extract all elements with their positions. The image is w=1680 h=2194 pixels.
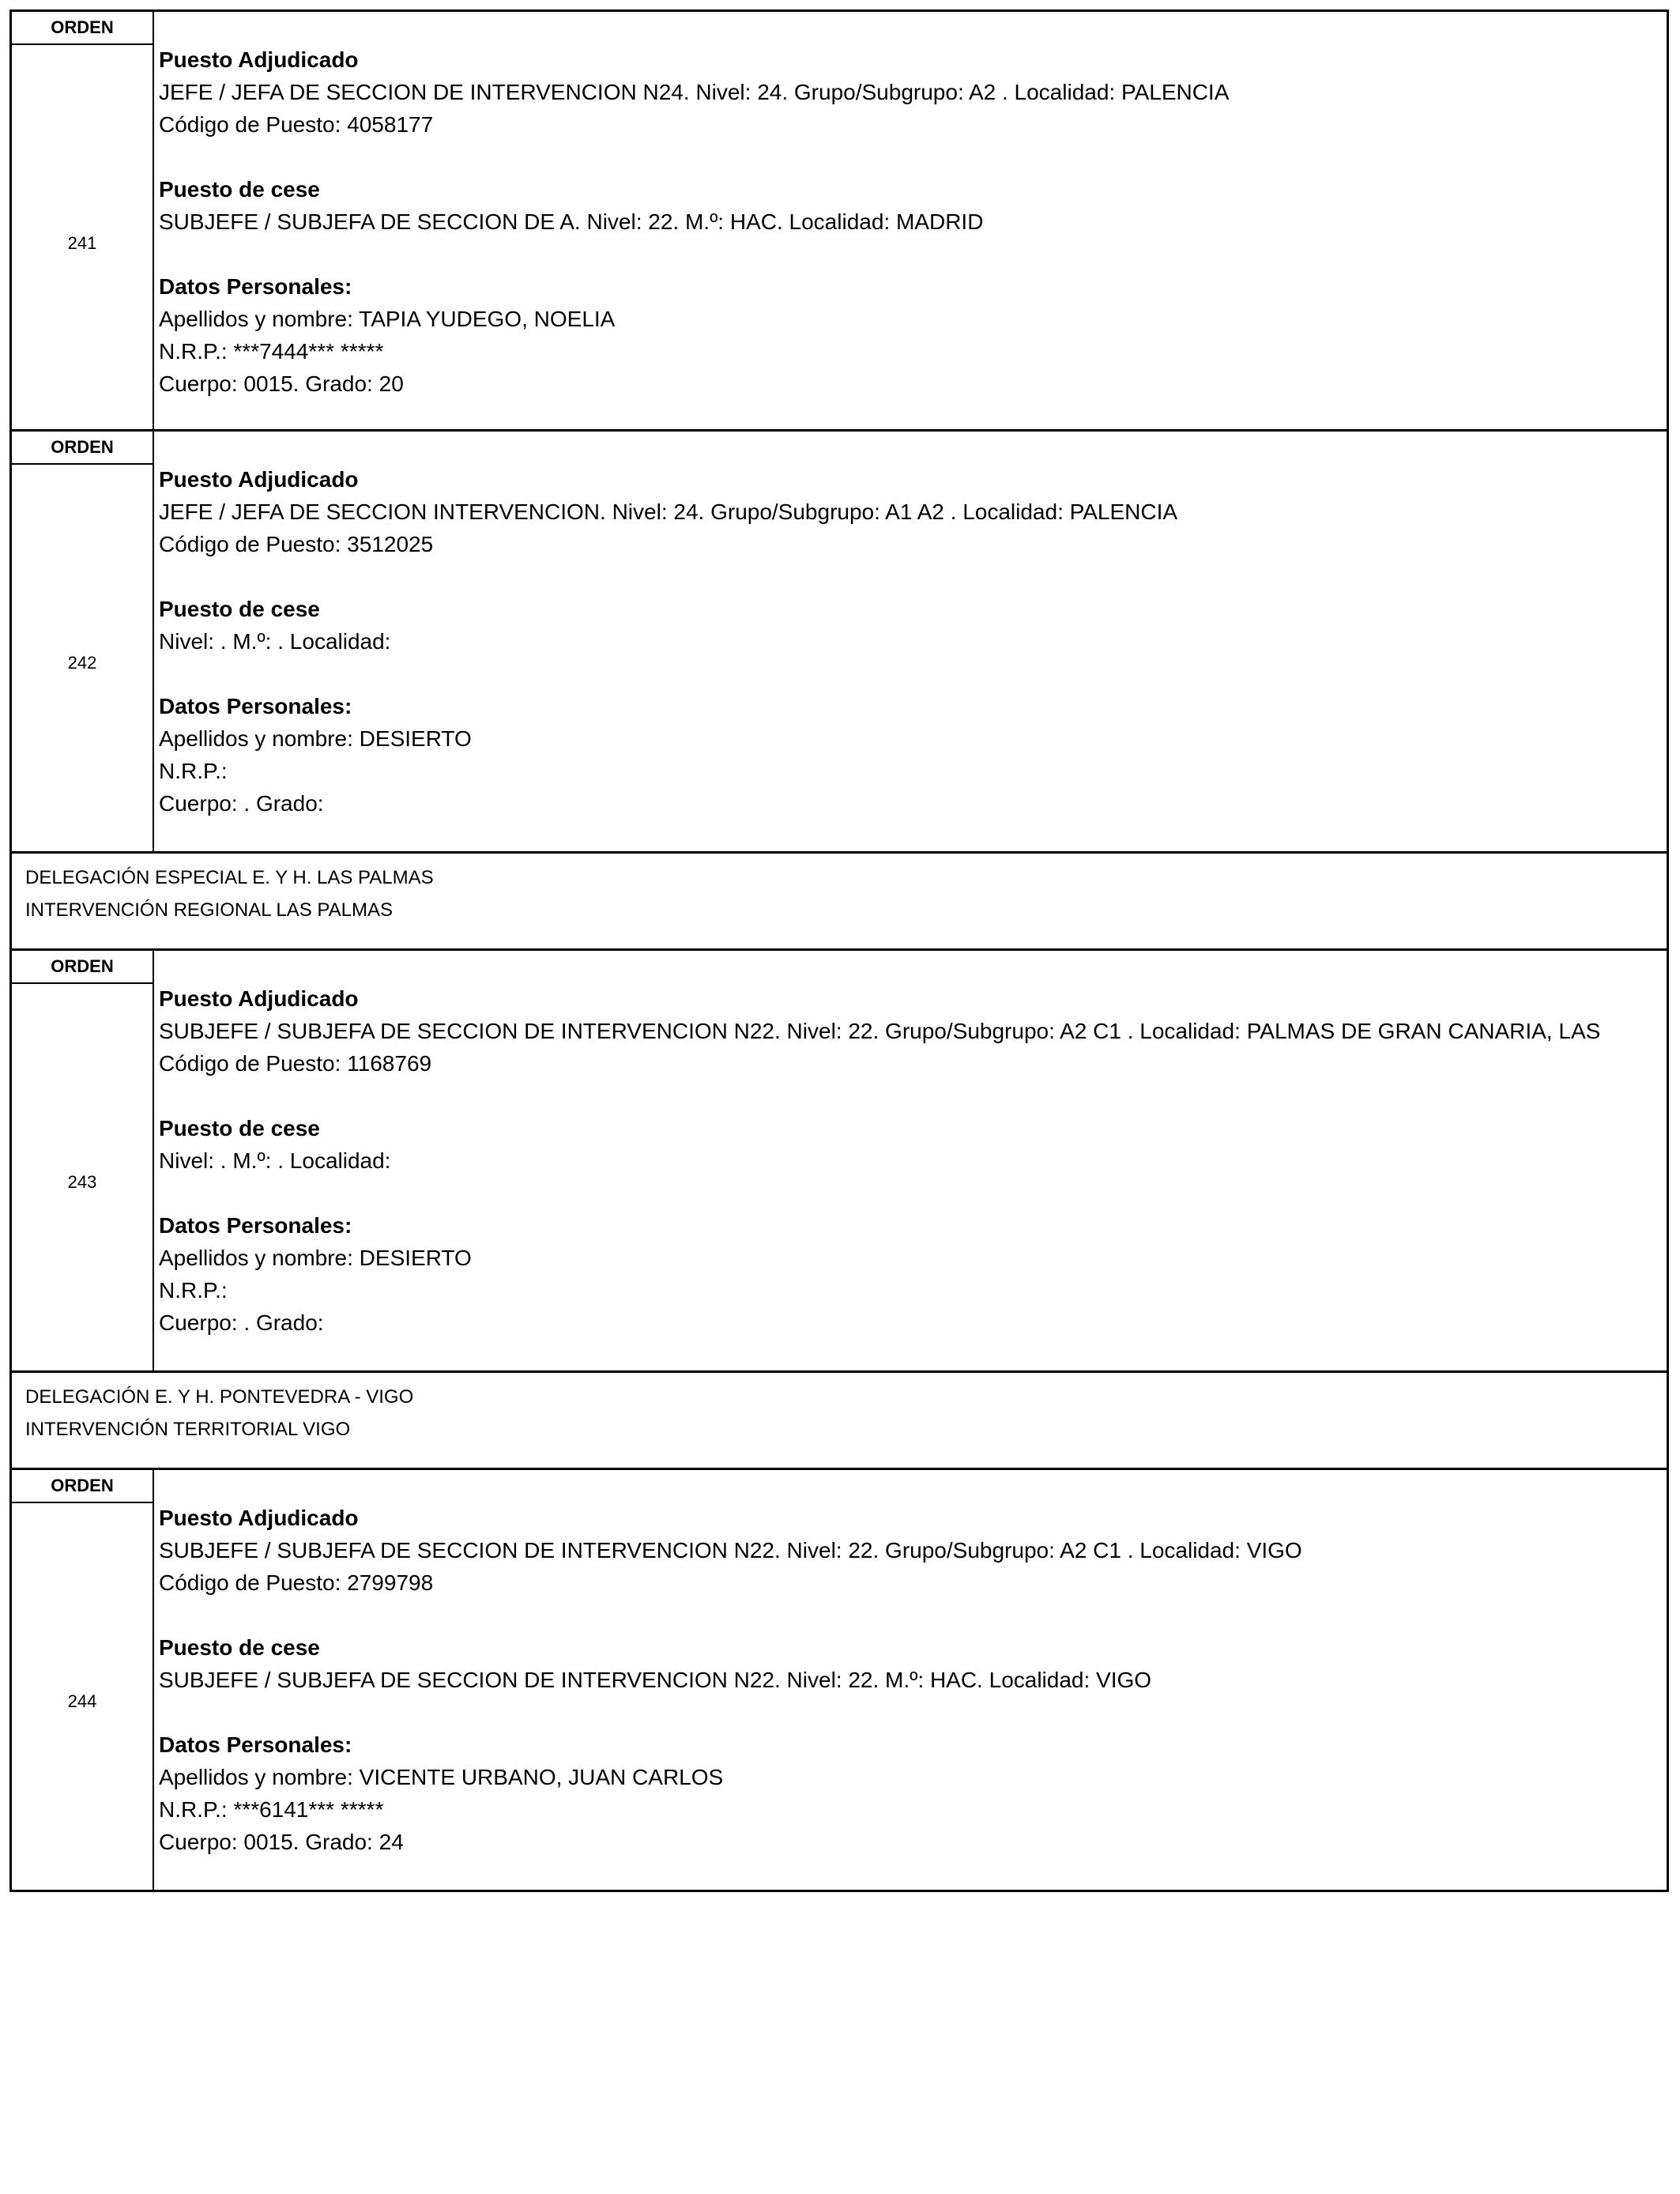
cuerpo: Cuerpo: . Grado:: [159, 791, 324, 816]
nombre: Apellidos y nombre: TAPIA YUDEGO, NOELIA: [159, 307, 616, 331]
orden-cell: [12, 1470, 154, 1890]
delegacion-line: DELEGACIÓN ESPECIAL E. Y H. LAS PALMAS: [25, 867, 434, 888]
entry-details: [154, 432, 1667, 851]
adjudicado-heading: Puesto Adjudicado: [159, 47, 359, 72]
codigo-puesto: Código de Puesto: 4058177: [159, 112, 434, 137]
nombre: Apellidos y nombre: DESIERTO: [159, 1246, 472, 1270]
cese-heading: Puesto de cese: [159, 1116, 320, 1140]
cese-heading: Puesto de cese: [159, 177, 320, 202]
document-table: [9, 9, 1669, 1892]
nrp: N.R.P.:: [159, 759, 228, 783]
cuerpo: Cuerpo: 0015. Grado: 20: [159, 371, 404, 396]
adjudicado-line: SUBJEFE / SUBJEFA DE SECCION DE INTERVENCION N22. Nivel: 22. Grupo/Subgrupo: A2 C1 . Localidad: PALMAS DE GRAN CANARIA, LAS: [159, 1019, 1601, 1043]
datos-heading: Datos Personales:: [159, 1213, 352, 1238]
orden-cell: [12, 951, 154, 1370]
cese-line: SUBJEFE / SUBJEFA DE SECCION DE A. Nivel: 22. M.º: HAC. Localidad: MADRID: [159, 209, 984, 234]
section-header: [9, 1373, 1669, 1470]
nrp: N.R.P.: ***6141*** *****: [159, 1797, 384, 1822]
adjudicado-line: SUBJEFE / SUBJEFA DE SECCION DE INTERVENCION N22. Nivel: 22. Grupo/Subgrupo: A2 C1 . Localidad: VIGO: [159, 1538, 1302, 1563]
nombre: Apellidos y nombre: DESIERTO: [159, 726, 472, 751]
datos-heading: Datos Personales:: [159, 694, 352, 718]
orden-number: 243: [67, 1172, 97, 1192]
adjudicado-heading: Puesto Adjudicado: [159, 1506, 359, 1530]
intervencion-line: INTERVENCIÓN TERRITORIAL VIGO: [25, 1419, 351, 1440]
codigo-puesto: Código de Puesto: 3512025: [159, 532, 434, 556]
entry-details: [154, 1470, 1667, 1890]
orden-label: ORDEN: [12, 432, 153, 465]
cese-line: SUBJEFE / SUBJEFA DE SECCION DE INTERVENCION N22. Nivel: 22. M.º: HAC. Localidad: VIGO: [159, 1668, 1152, 1692]
cuerpo: Cuerpo: 0015. Grado: 24: [159, 1830, 404, 1854]
orden-label: ORDEN: [12, 12, 153, 45]
orden-number: 244: [67, 1691, 97, 1711]
entry-row: [9, 432, 1669, 854]
adjudicado-heading: Puesto Adjudicado: [159, 467, 359, 492]
entry-row: [9, 951, 1669, 1373]
orden-cell: [12, 432, 154, 851]
intervencion-line: INTERVENCIÓN REGIONAL LAS PALMAS: [25, 899, 394, 921]
entry-row: [9, 9, 1669, 432]
cese-line: Nivel: . M.º: . Localidad:: [159, 1148, 391, 1173]
entry-row: [9, 1470, 1669, 1892]
codigo-puesto: Código de Puesto: 2799798: [159, 1570, 434, 1595]
orden-cell: [12, 12, 154, 429]
adjudicado-line: JEFE / JEFA DE SECCION DE INTERVENCION N24. Nivel: 24. Grupo/Subgrupo: A2 . Localidad: PALENCIA: [159, 80, 1230, 104]
cuerpo: Cuerpo: . Grado:: [159, 1310, 324, 1335]
codigo-puesto: Código de Puesto: 1168769: [159, 1051, 432, 1076]
orden-label: ORDEN: [12, 951, 153, 984]
nombre: Apellidos y nombre: VICENTE URBANO, JUAN CARLOS: [159, 1765, 724, 1789]
cese-heading: Puesto de cese: [159, 597, 320, 621]
orden-label: ORDEN: [12, 1470, 153, 1503]
adjudicado-line: JEFE / JEFA DE SECCION INTERVENCION. Nivel: 24. Grupo/Subgrupo: A1 A2 . Localidad: PALENCIA: [159, 499, 1178, 524]
entry-details: [154, 12, 1667, 429]
adjudicado-heading: Puesto Adjudicado: [159, 986, 359, 1011]
orden-number: 242: [67, 653, 97, 673]
section-header: [9, 854, 1669, 951]
delegacion-line: DELEGACIÓN E. Y H. PONTEVEDRA - VIGO: [25, 1386, 414, 1408]
nrp: N.R.P.: ***7444*** *****: [159, 339, 384, 364]
entry-details: [154, 951, 1667, 1370]
datos-heading: Datos Personales:: [159, 274, 352, 299]
cese-line: Nivel: . M.º: . Localidad:: [159, 629, 391, 654]
datos-heading: Datos Personales:: [159, 1732, 352, 1757]
nrp: N.R.P.:: [159, 1278, 228, 1302]
orden-number: 241: [67, 233, 97, 253]
cese-heading: Puesto de cese: [159, 1635, 320, 1660]
